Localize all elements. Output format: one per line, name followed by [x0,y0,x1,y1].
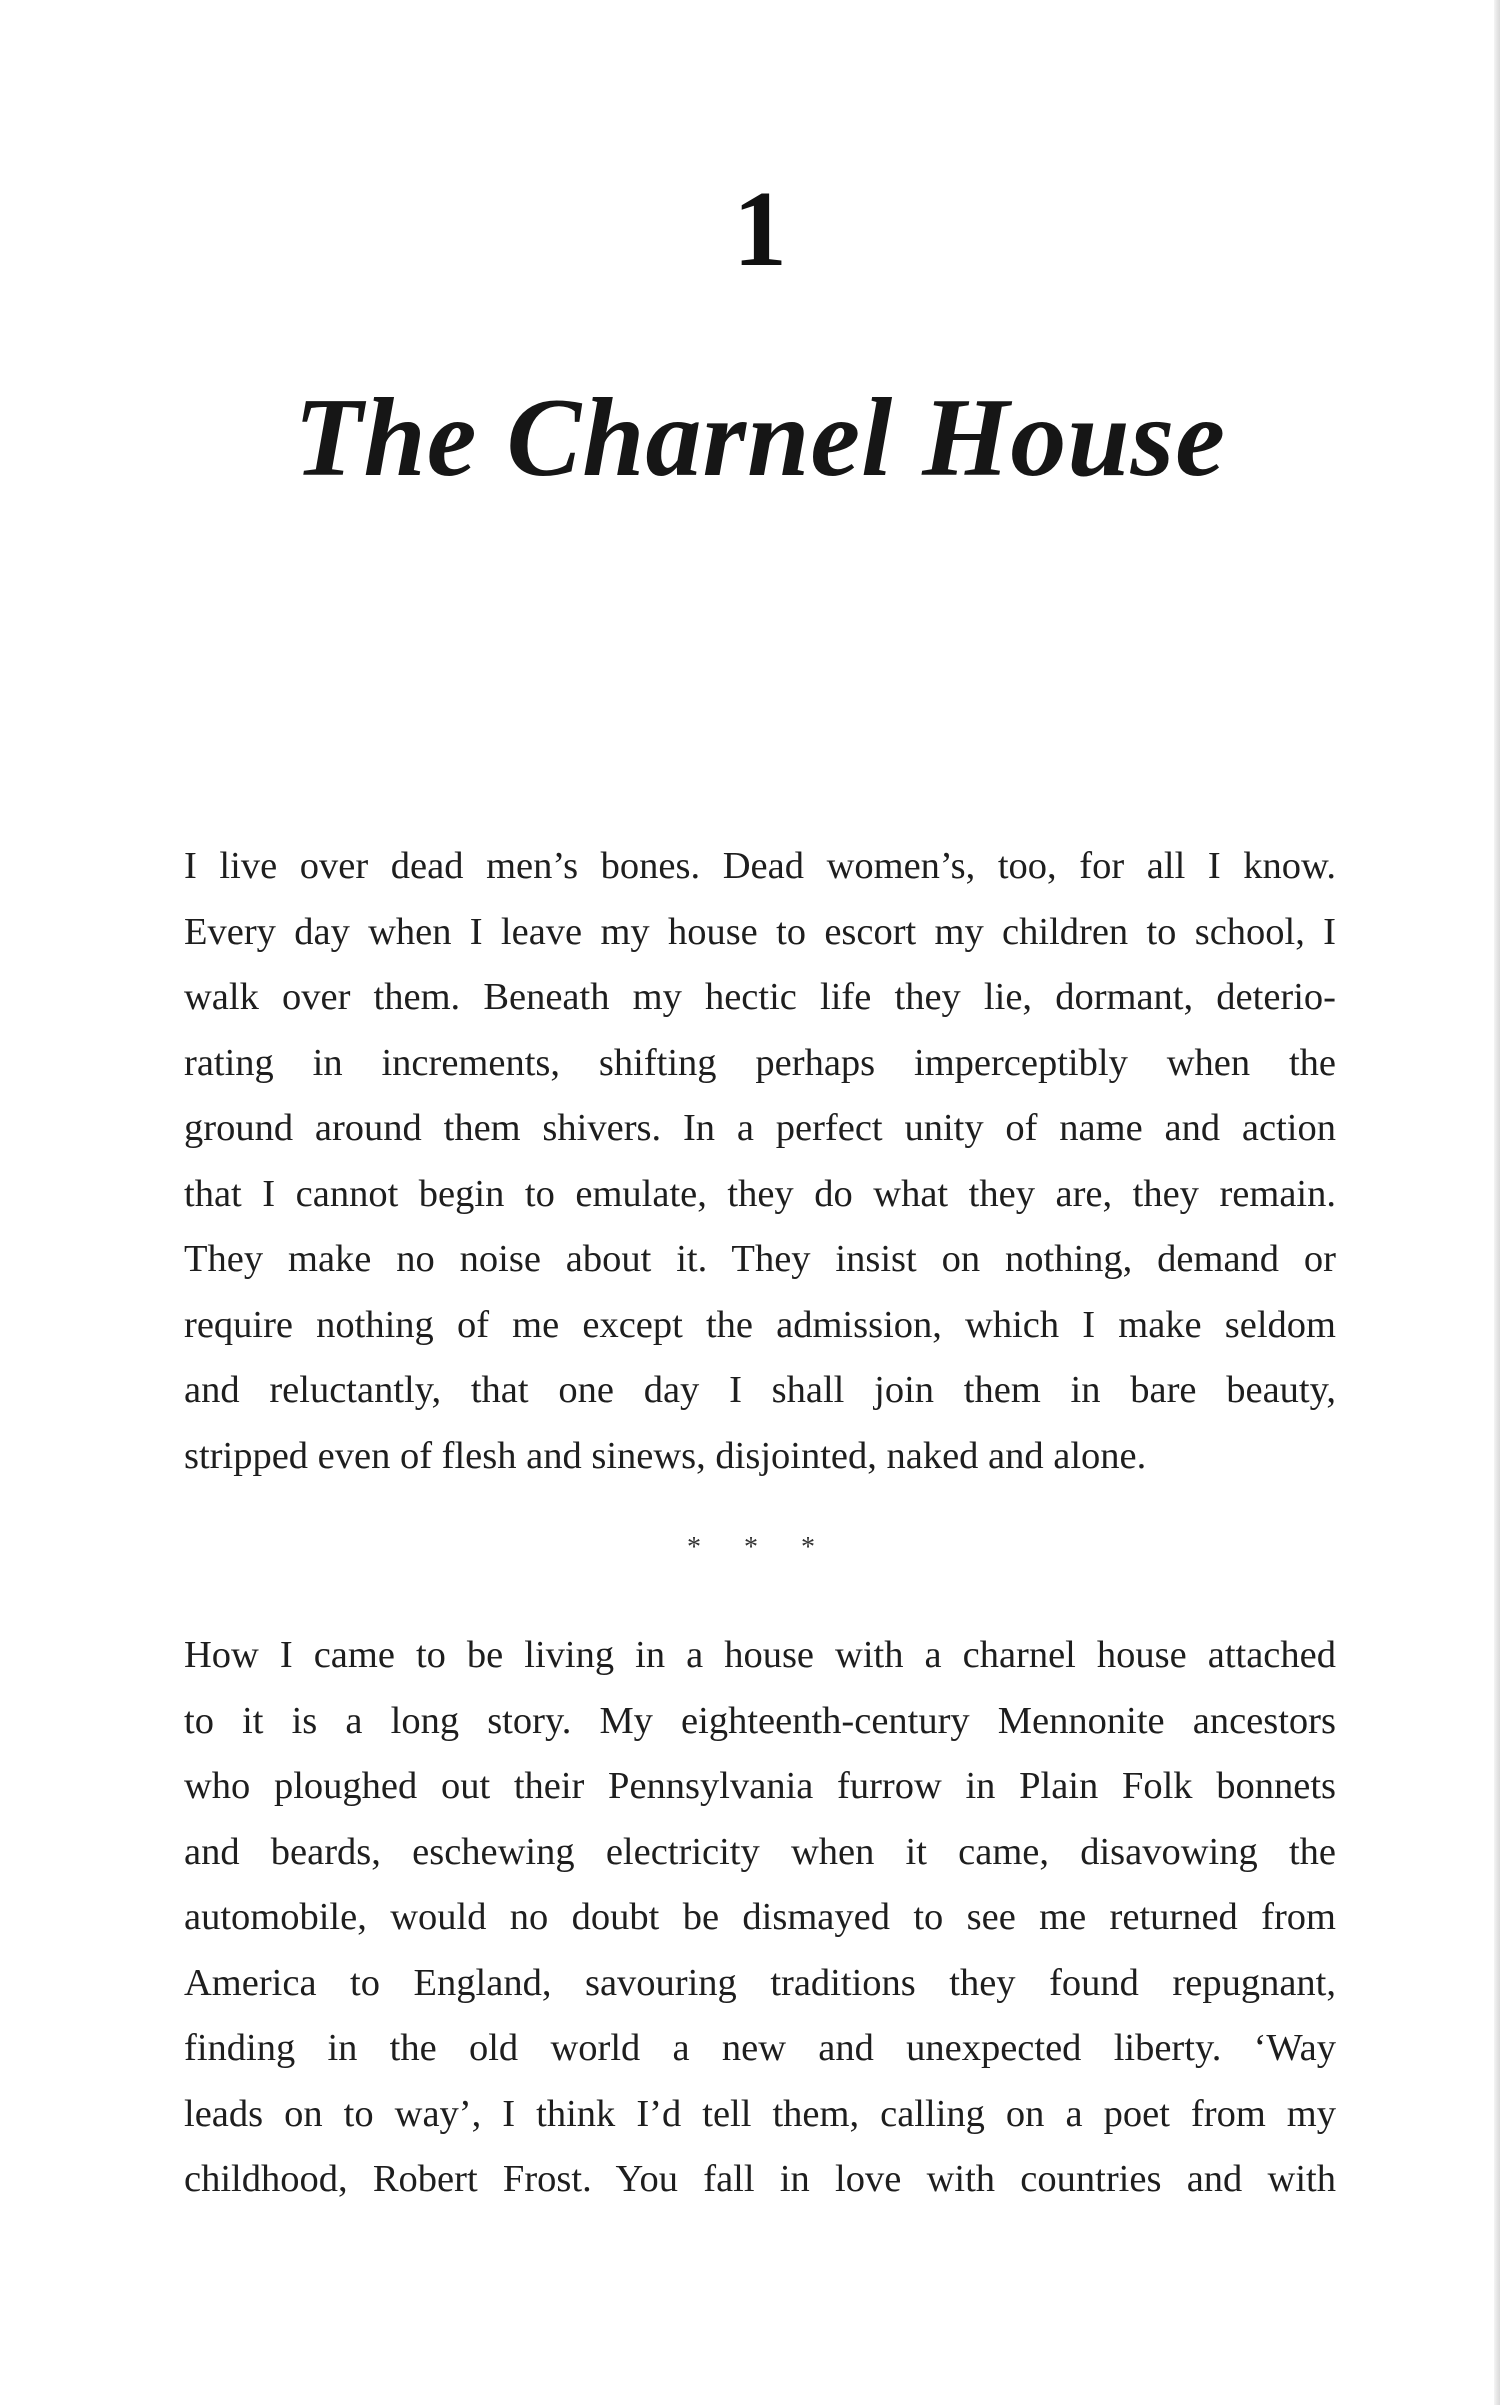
text-line: require nothing of me except the admission, which I make seldom [184,1303,1336,1346]
text-line: childhood, Robert Frost. You fall in love with countries and with [184,2158,1336,2200]
text-line: They make no noise about it. They insist on nothing, demand or [184,1238,1336,1280]
text-line: rating in increments, shifting perhaps imperceptibly when the [184,1041,1336,1084]
text-line: walk over them. Beneath my hectic life they lie, dormant, deterio- [184,976,1336,1018]
text-line: and reluctantly, that one day I shall join them in bare beauty, [184,1369,1336,1411]
paragraph-2 [184,1623,1336,2213]
text-line: and beards, eschewing electricity when it came, disavowing the [184,1830,1336,1873]
text-line: Every day when I leave my house to escort my children to school, I [184,910,1336,953]
text-line: ground around them shivers. In a perfect unity of name and action [184,1107,1336,1149]
text-line: that I cannot begin to emulate, they do what they are, they remain. [184,1172,1336,1215]
text-line: I live over dead men’s bones. Dead women’s, too, for all I know. [184,845,1336,887]
text-line: How I came to be living in a house with a charnel house attached [184,1634,1336,1676]
text-line: stripped even of flesh and sinews, disjointed, naked and alone. [184,1434,1147,1477]
text-line: automobile, would no doubt be dismayed to see me returned from [184,1896,1336,1938]
text-line: America to England, savouring traditions they found repugnant, [184,1961,1336,2004]
text-line: finding in the old world a new and unexpected liberty. ‘Way [184,2027,1336,2069]
chapter-number: 1 [733,170,787,289]
text-line: who ploughed out their Pennsylvania furrow in Plain Folk bonnets [184,1765,1336,1807]
chapter-title: The Charnel House [294,376,1226,500]
text-line: to it is a long story. My eighteenth-century Mennonite ancestors [184,1699,1336,1742]
paragraph-1 [184,834,1336,1489]
page-edge [1494,0,1500,2405]
text-line: leads on to way’, I think I’d tell them, calling on a poet from my [184,2092,1336,2135]
section-break: * * * [687,1532,833,1563]
